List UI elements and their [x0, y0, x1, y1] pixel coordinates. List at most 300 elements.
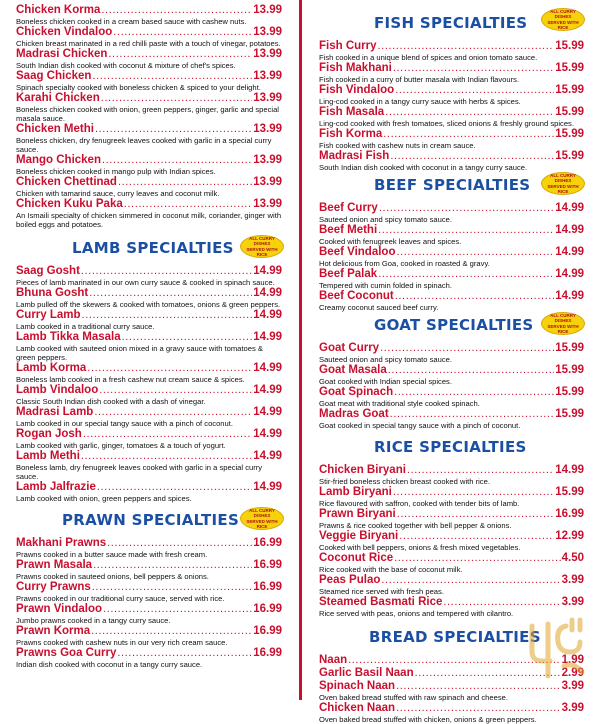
menu-item-row: [16, 537, 282, 550]
section-title: LAMB SPECIALTIES: [72, 239, 234, 257]
menu-item-row: [16, 26, 282, 39]
dish-description: Tempered with cumin folded in spinach.: [319, 281, 452, 290]
dish-price: 14.99: [253, 287, 282, 299]
dish-price: 1.99: [561, 654, 584, 666]
rice-heading: [319, 434, 584, 464]
menu-item: [319, 574, 584, 596]
dish-price: 12.99: [555, 530, 584, 542]
dish-name: Steamed Basmati Rice: [319, 596, 443, 608]
dish-description: Boneless chicken cooked in mango pulp with Indian spices.: [16, 167, 216, 176]
leader-dots: [83, 428, 252, 441]
dish-price: 13.99: [253, 176, 282, 188]
leader-dots: [394, 552, 560, 565]
dish-price: 16.99: [253, 625, 282, 637]
dish-description: Classic South Indian dish cooked with a dash of vinegar.: [16, 397, 206, 406]
menu-item-row: [16, 123, 282, 136]
leader-dots: [396, 246, 554, 259]
menu-item-row: [319, 202, 584, 215]
menu-item-row: [319, 40, 584, 53]
dish-name: Curry Prawns: [16, 581, 91, 593]
dish-price: 15.99: [555, 150, 584, 162]
menu-item-row: [319, 290, 584, 303]
menu-item: [16, 154, 282, 176]
dish-description: Goat cooked with Indian special spices.: [319, 377, 452, 386]
dish-price: 14.99: [555, 246, 584, 258]
leader-dots: [378, 224, 554, 237]
dish-description: Cooked with bell peppers, onions & fresh mixed vegetables.: [319, 543, 521, 552]
menu-item: [319, 150, 584, 172]
dish-name: Madrasi Fish: [319, 150, 390, 162]
fish-items: [319, 40, 584, 172]
menu-item-row: [16, 309, 282, 322]
menu-item: [16, 625, 282, 647]
dish-name: Naan: [319, 654, 348, 666]
dish-name: Beef Curry: [319, 202, 378, 214]
leader-dots: [390, 150, 554, 163]
leader-dots: [396, 702, 561, 715]
leader-dots: [95, 123, 252, 136]
leader-dots: [81, 450, 252, 463]
dish-price: 15.99: [555, 386, 584, 398]
dish-price: 13.99: [253, 4, 282, 16]
menu-item: [16, 70, 282, 92]
dish-name: Prawn Korma: [16, 625, 91, 637]
leader-dots: [393, 486, 554, 499]
dish-name: Fish Curry: [319, 40, 377, 52]
menu-item-row: [16, 4, 282, 17]
menu-item: [319, 702, 584, 724]
leader-dots: [81, 265, 252, 278]
dish-description: Ling-cod cooked with fresh tomatoes, sliced onions & freshly ground spices.: [319, 119, 574, 128]
section-title: BEEF SPECIALTIES: [374, 176, 531, 194]
menu-item-row: [16, 450, 282, 463]
dish-price: 15.99: [555, 40, 584, 52]
dish-description: Boneless lamb cooked in a fresh cashew nut cream sauce & spices.: [16, 375, 245, 384]
dish-name: Prawns Goa Curry: [16, 647, 117, 659]
dish-description: Boneless chicken, dry fenugreek leaves cooked with garlic in a special curry sauce.: [16, 136, 272, 154]
dish-name: Chicken Biryani: [319, 464, 406, 476]
dish-description: Hot delicious from Goa, cooked in roasted & gravy.: [319, 259, 490, 268]
dish-description: Goat meat with traditional style cooked spinach.: [319, 399, 480, 408]
dish-description: South Indian dish cooked with coconut in a tangy curry sauce.: [319, 163, 528, 172]
menu-item: [16, 581, 282, 603]
dish-price: 14.99: [253, 384, 282, 396]
leader-dots: [399, 530, 554, 543]
dish-name: Saag Gosht: [16, 265, 80, 277]
section-title: BREAD SPECIALTIES: [369, 628, 541, 646]
menu-item: [16, 309, 282, 331]
dish-name: Beef Methi: [319, 224, 378, 236]
dish-description: Prawns cooked in a butter sauce made with fresh cream.: [16, 550, 208, 559]
leader-dots: [101, 4, 252, 17]
dish-price: 15.99: [555, 364, 584, 376]
menu-item-row: [16, 647, 282, 660]
menu-item: [16, 123, 282, 154]
dish-description: Fish cooked in a unique blend of spices and onion tomato sauce.: [319, 53, 538, 62]
dish-description: Rice cooked with the base of coconut milk.: [319, 565, 463, 574]
beef-section: [319, 172, 584, 312]
rice-items: [319, 464, 584, 618]
menu-item: [16, 428, 282, 450]
left-column: [16, 0, 282, 669]
dish-description: Chicken with tamarind sauce, curry leaves and coconut milk.: [16, 189, 220, 198]
menu-item-row: [16, 625, 282, 638]
leader-dots: [99, 384, 252, 397]
dish-price: 13.99: [253, 48, 282, 60]
dish-name: Goat Masala: [319, 364, 387, 376]
menu-item: [319, 290, 584, 312]
menu-item-row: [16, 603, 282, 616]
rice-section: [319, 434, 584, 618]
menu-item: [319, 386, 584, 408]
menu-item: [319, 530, 584, 552]
leader-dots: [97, 481, 252, 494]
dish-description: Sauteed onion and spicy tomato sauce.: [319, 215, 452, 224]
dish-price: 14.99: [253, 406, 282, 418]
fish-heading: [319, 10, 584, 40]
dish-description: Lamb pulled off the skewers & cooked with tomatoes, onions & green peppers.: [16, 300, 281, 309]
dish-price: 14.99: [555, 464, 584, 476]
dish-name: Chicken Kuku Paka: [16, 198, 123, 210]
rice-badge: ALL CURRY DISHES SERVED WITH RICE: [541, 8, 585, 31]
leader-dots: [87, 362, 252, 375]
dish-description: Boneless lamb, dry fenugreek leaves cooked with garlic in a special curry sauce.: [16, 463, 263, 481]
dish-price: 13.99: [253, 26, 282, 38]
menu-item: [16, 481, 282, 503]
dish-name: Fish Makhani: [319, 62, 392, 74]
dish-name: Chicken Naan: [319, 702, 396, 714]
menu-item: [319, 464, 584, 486]
dish-name: Garlic Basil Naan: [319, 667, 414, 679]
dish-price: 16.99: [253, 603, 282, 615]
dish-description: Oven baked bread stuffed with chicken, onions & green peppers.: [319, 715, 537, 724]
column-divider: [299, 0, 302, 700]
menu-item: [16, 450, 282, 481]
dish-description: Lamb cooked with sauteed onion mixed in a gravy sauce with tomatoes & green peppers.: [16, 344, 263, 362]
leader-dots: [94, 406, 252, 419]
dish-description: Chicken breast marinated in a red chilli paste with a touch of vinegar, potatoes.: [16, 39, 281, 48]
dish-price: 14.99: [555, 290, 584, 302]
menu-item: [319, 268, 584, 290]
dish-price: 16.99: [253, 581, 282, 593]
menu-item: [319, 62, 584, 84]
dish-name: Curry Lamb: [16, 309, 81, 321]
dish-description: Goat cooked in special tangy sauce with a pinch of coconut.: [319, 421, 521, 430]
menu-item-row: [319, 508, 584, 521]
dish-name: Veggie Biryani: [319, 530, 399, 542]
menu-item: [16, 4, 282, 26]
dish-name: Lamb Jalfrazie: [16, 481, 96, 493]
dish-name: Fish Masala: [319, 106, 385, 118]
leader-dots: [108, 48, 252, 61]
dish-price: 15.99: [555, 106, 584, 118]
dish-name: Madrasi Chicken: [16, 48, 108, 60]
dish-price: 3.99: [561, 702, 584, 714]
dish-name: Madrasi Lamb: [16, 406, 94, 418]
dish-description: Rice served with peas, onions and tempered with cilantro.: [319, 609, 514, 618]
menu-item: [319, 552, 584, 574]
menu-item: [16, 406, 282, 428]
lamb-section: [16, 235, 282, 503]
dish-name: Chicken Korma: [16, 4, 101, 16]
menu-item: [16, 331, 282, 362]
leader-dots: [395, 84, 554, 97]
lamb-items: [16, 265, 282, 503]
dish-name: Lamb Korma: [16, 362, 87, 374]
dish-description: Boneless chicken cooked with onion, green peppers, ginger, garlic and special masala sauce.: [16, 105, 279, 123]
menu-item: [319, 224, 584, 246]
rice-badge: ALL CURRY DISHES SERVED WITH RICE: [541, 172, 585, 195]
dish-description: An Ismaili specialty of chicken simmered in coconut milk, coriander, ginger with boiled eggs and potatoes.: [16, 211, 282, 229]
dish-description: Creamy coconut sauced beef curry.: [319, 303, 439, 312]
menu-item-row: [319, 62, 584, 75]
menu-item: [319, 128, 584, 150]
lamb-heading: [16, 235, 282, 265]
menu-item: [319, 408, 584, 430]
leader-dots: [385, 106, 554, 119]
menu-item-row: [16, 331, 282, 344]
dish-name: Lamb Tikka Masala: [16, 331, 121, 343]
leader-dots: [92, 70, 252, 83]
dish-name: Mango Chicken: [16, 154, 101, 166]
menu-item-row: [16, 70, 282, 83]
leader-dots: [89, 287, 252, 300]
dish-description: South Indian dish cooked with coconut & mixture of chef's spices.: [16, 61, 236, 70]
dish-name: Fish Korma: [319, 128, 383, 140]
dish-price: 14.99: [253, 428, 282, 440]
menu-item-row: [16, 406, 282, 419]
dish-price: 15.99: [555, 128, 584, 140]
menu-item-row: [16, 92, 282, 105]
dish-name: Beef Coconut: [319, 290, 394, 302]
dish-price: 3.99: [561, 574, 584, 586]
dish-price: 14.99: [253, 362, 282, 374]
leader-dots: [107, 537, 252, 550]
dish-description: Lamb cooked with garlic, ginger, tomatoes & a touch of yogurt.: [16, 441, 226, 450]
dish-name: Rogan Josh: [16, 428, 82, 440]
leader-dots: [390, 408, 555, 421]
dish-description: Spinach specialty cooked with boneless chicken & spiced to your delight.: [16, 83, 261, 92]
chicken-section: [16, 0, 282, 229]
menu-item-row: [319, 702, 584, 715]
leader-dots: [101, 92, 252, 105]
dish-price: 13.99: [253, 154, 282, 166]
goat-section: [319, 312, 584, 430]
menu-item-row: [319, 246, 584, 259]
menu-item-row: [16, 481, 282, 494]
dish-price: 3.99: [561, 596, 584, 608]
leader-dots: [122, 331, 253, 344]
menu-item-row: [16, 176, 282, 189]
leader-dots: [92, 581, 252, 594]
leader-dots: [379, 202, 554, 215]
leader-dots: [383, 128, 554, 141]
prawn-heading: [16, 507, 282, 537]
leader-dots: [393, 62, 554, 75]
leader-dots: [124, 198, 252, 211]
menu-item-row: [16, 384, 282, 397]
leader-dots: [380, 342, 554, 355]
dish-name: Lamb Methi: [16, 450, 80, 462]
menu-item-row: [16, 198, 282, 211]
menu-item-row: [16, 559, 282, 572]
dish-description: Oven baked bread stuffed with raw spinach and cheese.: [319, 693, 508, 702]
dish-price: 2.99: [561, 667, 584, 679]
dish-price: 16.99: [253, 559, 282, 571]
dish-price: 15.99: [555, 342, 584, 354]
dish-price: 4.50: [561, 552, 584, 564]
menu-item-row: [319, 386, 584, 399]
section-title: GOAT SPECIALTIES: [374, 316, 534, 334]
dish-price: 13.99: [253, 198, 282, 210]
dish-name: Makhani Prawns: [16, 537, 107, 549]
dish-description: Prawns cooked in our traditional curry sauce, served with rice.: [16, 594, 225, 603]
leader-dots: [397, 508, 555, 521]
menu-item-row: [319, 408, 584, 421]
dish-description: Stir-fried boneless chicken breast cooked with rice.: [319, 477, 490, 486]
menu-item-row: [16, 362, 282, 375]
dish-description: Fish cooked in a curry of butter masala with Indian flavours.: [319, 75, 520, 84]
menu-item-row: [16, 287, 282, 300]
dish-description: Fish cooked with cashew nuts in cream sauce.: [319, 141, 476, 150]
dish-price: 14.99: [253, 309, 282, 321]
dish-name: Prawn Vindaloo: [16, 603, 103, 615]
rice-badge: ALL CURRY DISHES SERVED WITH RICE: [240, 507, 284, 530]
leader-dots: [91, 625, 252, 638]
leader-dots: [407, 464, 554, 477]
menu-item: [16, 559, 282, 581]
dish-description: Sauteed onion and spicy tomato sauce.: [319, 355, 452, 364]
dish-description: Ling-cod cooked in a tangy curry sauce with herbs & spices.: [319, 97, 521, 106]
dish-price: 13.99: [253, 92, 282, 104]
menu-item-row: [16, 265, 282, 278]
menu-item: [319, 364, 584, 386]
dish-name: Goat Curry: [319, 342, 380, 354]
dish-name: Madras Goat: [319, 408, 389, 420]
dish-price: 13.99: [253, 123, 282, 135]
leader-dots: [378, 268, 554, 281]
menu-item-row: [319, 224, 584, 237]
menu-item-row: [319, 464, 584, 477]
rice-badge: ALL CURRY DISHES SERVED WITH RICE: [240, 235, 284, 258]
menu-item: [16, 26, 282, 48]
menu-item-row: [319, 530, 584, 543]
menu-item: [16, 92, 282, 123]
dish-name: Lamb Biryani: [319, 486, 392, 498]
menu-item: [16, 265, 282, 287]
dish-description: Cooked with fenugreek leaves and spices.: [319, 237, 462, 246]
menu-item: [319, 486, 584, 508]
prawn-items: [16, 537, 282, 669]
menu-item-row: [16, 154, 282, 167]
dish-name: Spinach Naan: [319, 680, 396, 692]
menu-item-row: [319, 552, 584, 565]
leader-dots: [381, 574, 560, 587]
dish-price: 14.99: [253, 331, 282, 343]
menu-item-row: [319, 486, 584, 499]
leader-dots: [394, 386, 554, 399]
leader-dots: [378, 40, 555, 53]
menu-item-row: [319, 128, 584, 141]
beef-heading: [319, 172, 584, 202]
goat-heading: [319, 312, 584, 342]
beef-items: [319, 202, 584, 312]
leader-dots: [388, 364, 554, 377]
menu-item: [16, 537, 282, 559]
chicken-items: [16, 4, 282, 229]
dish-price: 14.99: [253, 265, 282, 277]
dish-name: Fish Vindaloo: [319, 84, 395, 96]
menu-item-row: [16, 48, 282, 61]
watermark-logo-icon: [522, 606, 592, 686]
dish-description: Indian dish cooked with coconut in a tangy curry sauce.: [16, 660, 203, 669]
dish-name: Prawn Biryani: [319, 508, 396, 520]
dish-name: Chicken Chettinad: [16, 176, 117, 188]
section-title: RICE SPECIALTIES: [374, 438, 527, 456]
dish-name: Chicken Methi: [16, 123, 94, 135]
leader-dots: [102, 154, 252, 167]
menu-item: [16, 48, 282, 70]
dish-description: Lamb cooked in our special tangy sauce with a pinch of coconut.: [16, 419, 233, 428]
menu-item: [16, 198, 282, 229]
section-title: FISH SPECIALTIES: [374, 14, 528, 32]
leader-dots: [118, 176, 252, 189]
menu-item: [319, 246, 584, 268]
dish-price: 14.99: [253, 481, 282, 493]
dish-name: Peas Pulao: [319, 574, 381, 586]
dish-name: Goat Spinach: [319, 386, 394, 398]
leader-dots: [113, 26, 252, 39]
menu-item: [319, 342, 584, 364]
dish-price: 15.99: [555, 408, 584, 420]
leader-dots: [395, 290, 554, 303]
dish-price: 16.99: [555, 508, 584, 520]
dish-description: Boneless chicken cooked in a cream based sauce with cashew nuts.: [16, 17, 247, 26]
dish-description: Lamb cooked with onion, green peppers and spices.: [16, 494, 192, 503]
menu-item: [16, 362, 282, 384]
dish-price: 14.99: [253, 450, 282, 462]
dish-name: Coconut Rice: [319, 552, 394, 564]
dish-price: 15.99: [555, 84, 584, 96]
dish-description: Pieces of lamb marinated in our own curry sauce & cooked in spinach sauce.: [16, 278, 275, 287]
leader-dots: [93, 559, 252, 572]
dish-price: 3.99: [561, 680, 584, 692]
dish-name: Saag Chicken: [16, 70, 92, 82]
menu-item: [16, 384, 282, 406]
dish-name: Lamb Vindaloo: [16, 384, 99, 396]
dish-price: 14.99: [555, 268, 584, 280]
menu-item: [16, 647, 282, 669]
menu-item-row: [319, 268, 584, 281]
dish-price: 16.99: [253, 647, 282, 659]
dish-description: Prawns cooked with cashew nuts in our very rich cream sauce.: [16, 638, 228, 647]
dish-price: 14.99: [555, 202, 584, 214]
menu-item: [16, 603, 282, 625]
dish-name: Beef Palak: [319, 268, 378, 280]
menu-item: [319, 84, 584, 106]
menu-item: [16, 287, 282, 309]
leader-dots: [82, 309, 253, 322]
dish-name: Beef Vindaloo: [319, 246, 396, 258]
dish-price: 14.99: [555, 224, 584, 236]
dish-price: 13.99: [253, 70, 282, 82]
rice-badge: ALL CURRY DISHES SERVED WITH RICE: [541, 312, 585, 335]
fish-section: [319, 10, 584, 172]
dish-price: 16.99: [253, 537, 282, 549]
dish-name: Karahi Chicken: [16, 92, 100, 104]
menu-item: [16, 176, 282, 198]
leader-dots: [103, 603, 252, 616]
